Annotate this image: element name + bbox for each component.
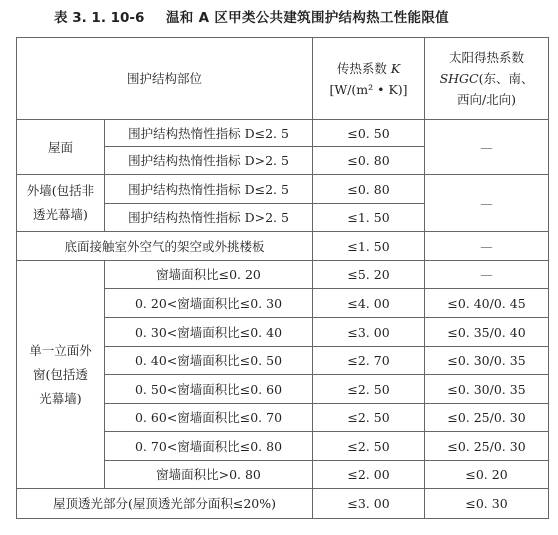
header-k: 传热系数 K [W/(m² • K)] [313, 38, 425, 120]
table-row [17, 261, 549, 289]
floor-shgc: — [425, 232, 549, 261]
roof-d-high-k: ≤0. 80 [313, 147, 425, 175]
window-shgc: ≤0. 30/0. 35 [425, 347, 549, 375]
thermal-performance-table [16, 37, 549, 519]
window-ratio: 0. 40<窗墙面积比≤0. 50 [105, 347, 313, 375]
window-k: ≤2. 50 [313, 375, 425, 404]
window-shgc: ≤0. 25/0. 30 [425, 432, 549, 461]
window-k: ≤5. 20 [313, 261, 425, 289]
window-shgc: ≤0. 25/0. 30 [425, 404, 549, 432]
window-shgc: ≤0. 20 [425, 461, 549, 489]
wall-shgc: — [425, 175, 549, 232]
window-shgc: ≤0. 30/0. 35 [425, 375, 549, 404]
window-ratio: 0. 20<窗墙面积比≤0. 30 [105, 289, 313, 318]
table-row [17, 120, 549, 147]
window-ratio: 窗墙面积比>0. 80 [105, 461, 313, 489]
header-part: 围护结构部位 [17, 38, 313, 120]
table-row [17, 489, 549, 519]
roof-d-low-k: ≤0. 50 [313, 120, 425, 147]
window-k: ≤4. 00 [313, 289, 425, 318]
window-k: ≤2. 00 [313, 461, 425, 489]
wall-label: 外墙(包括非 透光幕墙) [17, 175, 105, 232]
window-k: ≤2. 70 [313, 347, 425, 375]
wall-d-low: 围护结构热惰性指标 D≤2. 5 [105, 175, 313, 204]
floor-label: 底面接触室外空气的架空或外挑楼板 [17, 232, 313, 261]
skylight-label: 屋顶透光部分(屋顶透光部分面积≤20%) [17, 489, 313, 519]
table-title: 温和 A 区甲类公共建筑围护结构热工性能限值 [166, 10, 449, 26]
window-k: ≤2. 50 [313, 404, 425, 432]
wall-d-high: 围护结构热惰性指标 D>2. 5 [105, 204, 313, 232]
roof-label: 屋面 [17, 120, 105, 175]
window-ratio: 0. 60<窗墙面积比≤0. 70 [105, 404, 313, 432]
skylight-k: ≤3. 00 [313, 489, 425, 519]
window-ratio: 窗墙面积比≤0. 20 [105, 261, 313, 289]
floor-k: ≤1. 50 [313, 232, 425, 261]
window-label: 单一立面外 窗(包括透 光幕墙) [17, 261, 105, 489]
window-ratio: 0. 70<窗墙面积比≤0. 80 [105, 432, 313, 461]
header-row [17, 38, 549, 120]
table-caption [0, 0, 558, 36]
table-number: 表 3. 1. 10-6 [54, 10, 145, 26]
window-k: ≤3. 00 [313, 318, 425, 347]
window-k: ≤2. 50 [313, 432, 425, 461]
window-shgc: — [425, 261, 549, 289]
window-shgc: ≤0. 40/0. 45 [425, 289, 549, 318]
roof-shgc: — [425, 120, 549, 175]
wall-d-low-k: ≤0. 80 [313, 175, 425, 204]
wall-d-high-k: ≤1. 50 [313, 204, 425, 232]
window-ratio: 0. 50<窗墙面积比≤0. 60 [105, 375, 313, 404]
table-row [17, 232, 549, 261]
skylight-shgc: ≤0. 30 [425, 489, 549, 519]
window-shgc: ≤0. 35/0. 40 [425, 318, 549, 347]
table-row [17, 175, 549, 204]
header-shgc: 太阳得热系数 SHGC(东、南、 西向/北向) [425, 38, 549, 120]
roof-d-high: 围护结构热惰性指标 D>2. 5 [105, 147, 313, 175]
window-ratio: 0. 30<窗墙面积比≤0. 40 [105, 318, 313, 347]
roof-d-low: 围护结构热惰性指标 D≤2. 5 [105, 120, 313, 147]
